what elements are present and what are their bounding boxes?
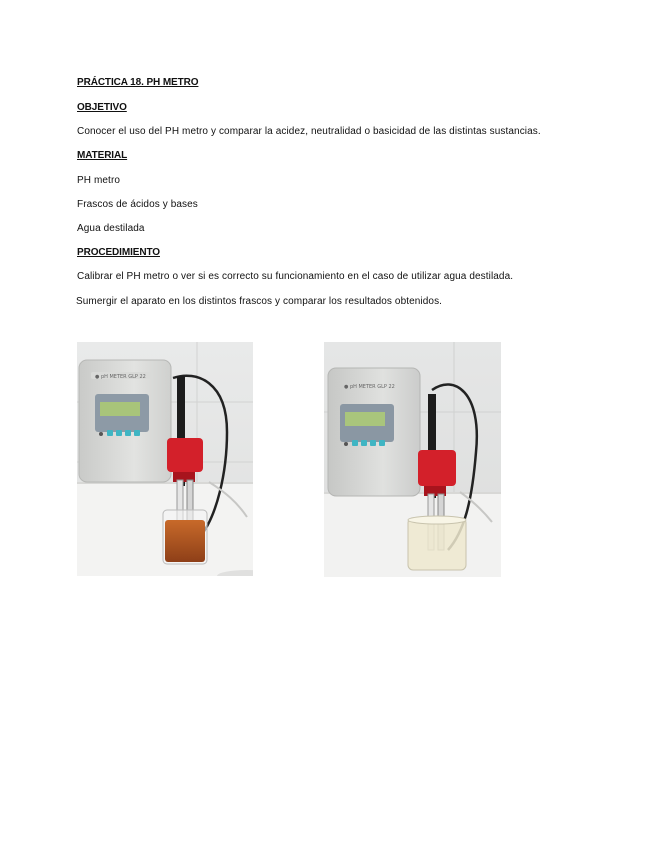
photo-ph-meter-acid [77, 342, 253, 576]
material-heading: MATERIAL [77, 150, 128, 161]
objetivo-heading: OBJETIVO [77, 102, 127, 113]
procedimiento-step: Calibrar el PH metro o ver si es correcto su funcionamiento en el caso de utilizar agua destilada. [77, 271, 514, 282]
material-item: Agua destilada [77, 223, 145, 234]
material-item: Frascos de ácidos y bases [77, 199, 198, 210]
photo-ph-meter-water [324, 342, 501, 577]
svg-text:● pH METER GLP 22: ● pH METER GLP 22 [95, 374, 146, 380]
material-item: PH metro [77, 175, 121, 186]
svg-text:● pH METER GLP 22: ● pH METER GLP 22 [344, 384, 395, 390]
procedimiento-heading: PROCEDIMIENTO [77, 247, 160, 258]
objetivo-text: Conocer el uso del PH metro y comparar la acidez, neutralidad o basicidad de las distintas sustancias. [77, 126, 541, 137]
procedimiento-step: Sumergir el aparato en los distintos frascos y comparar los resultados obtenidos. [76, 296, 443, 307]
document-title: PRÁCTICA 18. PH METRO [77, 77, 199, 88]
